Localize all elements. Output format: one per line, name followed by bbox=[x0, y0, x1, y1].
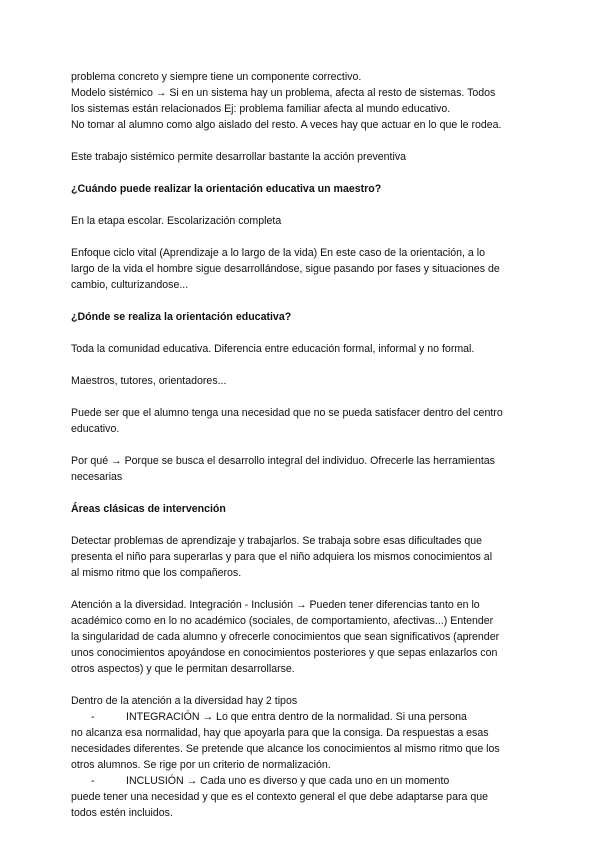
list-intro: Dentro de la atención a la diversidad hay 2 tipos bbox=[71, 695, 298, 707]
text-line: puede tener una necesidad y que es el contexto general el que debe adaptarse para que bbox=[71, 791, 489, 803]
paragraph-need bbox=[71, 405, 526, 437]
text-line: No tomar al alumno como algo aislado del resto. A veces hay que actuar en lo que le rodea. bbox=[71, 119, 502, 131]
list-item-integration bbox=[71, 709, 526, 773]
text-line: Toda la comunidad educativa. Diferencia entre educación formal, informal y no formal. bbox=[71, 343, 475, 355]
text-line: no alcanza esa normalidad, hay que apoyarla para que la consiga. Da respuestas a esas bbox=[71, 727, 489, 739]
text-line: otros alumnos. Se rige por un criterio de normalización. bbox=[71, 759, 331, 771]
text-line: Atención a la diversidad. Integración - Inclusión → Pueden tener diferencias tanto en lo bbox=[71, 599, 480, 611]
text-line: académico como en lo no académico (sociales, de comportamiento, afectivas...) Entender bbox=[71, 615, 494, 627]
heading-text: ¿Cuándo puede realizar la orientación educativa un maestro? bbox=[71, 183, 382, 195]
text-line: En la etapa escolar. Escolarización completa bbox=[71, 215, 282, 227]
paragraph-teachers bbox=[71, 373, 526, 389]
text-line: largo de la vida el hombre sigue desarrollándose, sigue pasando por fases y situaciones de bbox=[71, 263, 500, 275]
heading-when bbox=[71, 181, 526, 197]
heading-where bbox=[71, 309, 526, 325]
list-dash: - bbox=[91, 711, 95, 723]
list-item-inclusion bbox=[71, 773, 526, 821]
text-line: Puede ser que el alumno tenga una necesidad que no se pueda satisfacer dentro del centro bbox=[71, 407, 503, 419]
text-line: presenta el niño para superarlas y para que el niño adquiera los mismos conocimientos al bbox=[71, 551, 493, 563]
text-line: educativo. bbox=[71, 423, 120, 435]
paragraph-community bbox=[71, 341, 526, 357]
text-line: unos conocimientos apoyándose en conocimientos posteriores y que sepas enlazarlos con bbox=[71, 647, 498, 659]
text-line: Por qué → Porque se busca el desarrollo integral del individuo. Ofrecerle las herramientas bbox=[71, 455, 495, 467]
paragraph-diversity bbox=[71, 597, 526, 677]
text-line: todos estén incluidos. bbox=[71, 807, 173, 819]
paragraph-systemic-model bbox=[71, 69, 526, 133]
heading-text: Áreas clásicas de intervención bbox=[71, 503, 226, 515]
paragraph-school-stage bbox=[71, 213, 526, 229]
paragraph-why bbox=[71, 453, 526, 485]
paragraph-learning-problems bbox=[71, 533, 526, 581]
diversity-types-list bbox=[71, 693, 526, 821]
heading-text: ¿Dónde se realiza la orientación educativa? bbox=[71, 311, 292, 323]
text-line: los sistemas están relacionados Ej: problema familiar afecta al mundo educativo. bbox=[71, 103, 451, 115]
text-line: Detectar problemas de aprendizaje y trabajarlos. Se trabaja sobre esas dificultades que bbox=[71, 535, 483, 547]
text-line: Enfoque ciclo vital (Aprendizaje a lo largo de la vida) En este caso de la orientación, a lo bbox=[71, 247, 485, 259]
paragraph-preventive-action bbox=[71, 149, 526, 165]
paragraph-life-cycle bbox=[71, 245, 526, 293]
text-line: otros aspectos) y que le permitan desarrollarse. bbox=[71, 663, 295, 675]
heading-areas bbox=[71, 501, 526, 517]
list-dash: - bbox=[91, 775, 95, 787]
text-line: Modelo sistémico → Si en un sistema hay un problema, afecta al resto de sistemas. Todos bbox=[71, 87, 496, 99]
text-line: necesarias bbox=[71, 471, 123, 483]
text-line: Maestros, tutores, orientadores... bbox=[71, 375, 227, 387]
text-line: Este trabajo sistémico permite desarrollar bastante la acción preventiva bbox=[71, 151, 407, 163]
text-line: problema concreto y siempre tiene un componente correctivo. bbox=[71, 71, 362, 83]
text-line: INTEGRACIÓN → Lo que entra dentro de la normalidad. Si una persona bbox=[126, 711, 467, 723]
text-line: al mismo ritmo que los compañeros. bbox=[71, 567, 242, 579]
text-line: cambio, culturizandose... bbox=[71, 279, 189, 291]
text-line: INCLUSIÓN → Cada uno es diverso y que cada uno en un momento bbox=[126, 775, 450, 787]
text-line: la singularidad de cada alumno y ofrecerle conocimientos que sean significativos (aprender bbox=[71, 631, 500, 643]
text-line: necesidades diferentes. Se pretende que alcance los conocimientos al mismo ritmo que los bbox=[71, 743, 500, 755]
